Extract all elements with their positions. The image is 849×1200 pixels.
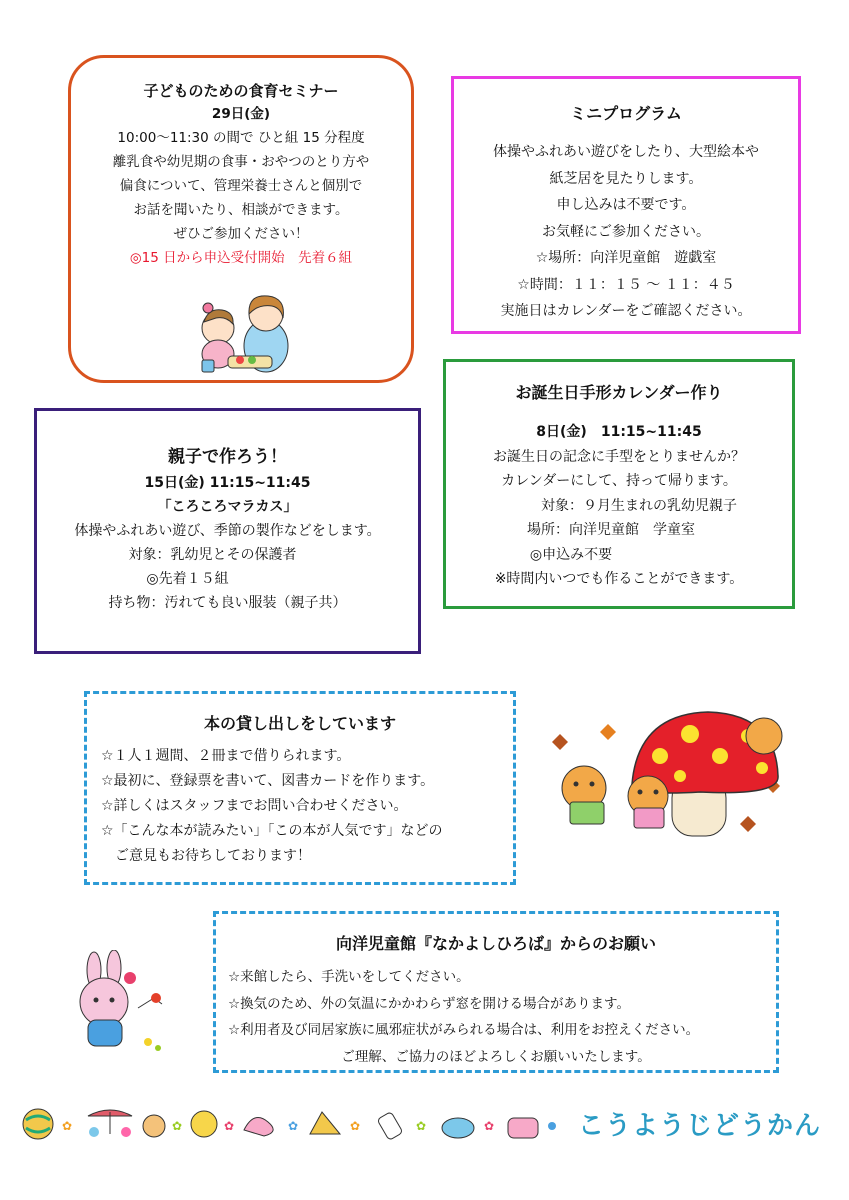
mini-program-line: ☆時間：１１：１５ ～ １１：４５ <box>517 276 735 293</box>
svg-text:✿: ✿ <box>224 1119 235 1133</box>
parent-child-craft-box <box>34 408 421 654</box>
seminar-line: 離乳食や幼児期の食事・おやつのとり方や <box>112 154 370 170</box>
mini-program-line: 実施日はカレンダーをご確認ください。 <box>500 303 752 319</box>
svg-text:✿: ✿ <box>350 1119 361 1133</box>
books-line: ☆詳しくはスタッフまでお問い合わせください。 <box>101 798 408 814</box>
request-line: ☆来館したら、手洗いをしてください。 <box>228 969 470 985</box>
books-line: ☆「こんな本が読みたい」「この本が人気です」などの <box>101 823 443 839</box>
svg-text:✿: ✿ <box>172 1119 183 1133</box>
mini-program-line: お気軽にご参加ください。 <box>542 223 710 240</box>
oyako-line: ◎先着１５組 <box>146 571 229 587</box>
book-lending-box <box>84 691 516 885</box>
mini-program-title: ミニプログラム <box>570 104 682 123</box>
oyako-line: 対象：乳幼児とその保護者 <box>128 547 297 563</box>
svg-text:✿: ✿ <box>62 1119 73 1133</box>
seminar-date: 29日(金) <box>211 106 271 122</box>
birthday-line: 対象：９月生まれの乳幼児親子 <box>541 497 737 514</box>
oyako-subtitle: 「ころころマラカス」 <box>157 499 298 515</box>
request-title: 向洋児童館『なかよしひろば』からのお願い <box>335 934 656 953</box>
seminar-line: ぜひご参加ください！ <box>173 226 309 242</box>
birthday-line: 場所：向洋児童館 学童室 <box>527 522 695 538</box>
bunny-illustration <box>72 950 172 1060</box>
request-line: ☆換気のため、外の気温にかかわらず窓を開ける場合があります。 <box>228 995 630 1012</box>
birthday-date: 8日(金) 11:15~11:45 <box>536 424 702 440</box>
seminar-line: 10:00～11:30 の間で ひと組 15 分程度 <box>117 130 365 146</box>
books-line: ☆最初に、登録票を書いて、図書カードを作ります。 <box>101 773 435 789</box>
books-line: ご意見もお待ちしております！ <box>101 848 311 864</box>
svg-text:✿: ✿ <box>288 1119 299 1133</box>
seminar-line: 偏食について、管理栄養士さんと個別で <box>119 178 363 194</box>
footer-decoration <box>18 1104 568 1144</box>
birthday-line: カレンダーにして、持って帰ります。 <box>501 473 737 489</box>
mini-program-line: 体操やふれあい遊びをしたり、大型絵本や <box>493 144 759 160</box>
seminar-line: お話を聞いたり、相談ができます。 <box>133 202 349 218</box>
oyako-date: 15日(金) 11:15~11:45 <box>144 475 311 491</box>
seminar-title: 子どものための食育セミナー <box>143 82 339 100</box>
oyako-title: 親子で作ろう！ <box>168 447 287 467</box>
oyako-line: 持ち物：汚れても良い服装（親子共） <box>108 595 347 611</box>
birthday-line: ※時間内いつでも作ることができます。 <box>494 571 744 587</box>
birthday-line: ◎申込み不要 <box>529 546 613 563</box>
request-box <box>213 911 779 1073</box>
birthday-title: お誕生日手形カレンダー作り <box>515 383 723 402</box>
mini-program-line: ☆場所：向洋児童館 遊戯室 <box>535 250 717 266</box>
mother-child-illustration <box>188 288 298 378</box>
birthday-line: お誕生日の記念に手型をとりませんか？ <box>493 448 745 465</box>
request-line: ☆利用者及び同居家族に風邪症状がみられる場合は、利用をお控えください。 <box>228 1022 700 1038</box>
request-line: ご理解、ご協力のほどよろしくお願いいたします。 <box>341 1048 651 1065</box>
birthday-calendar-box <box>443 359 795 609</box>
mini-program-line: 申し込みは不要です。 <box>556 197 696 213</box>
svg-text:✿: ✿ <box>416 1119 427 1133</box>
oyako-line: 体操やふれあい遊び、季節の製作などをします。 <box>74 523 381 539</box>
mini-program-box <box>451 76 801 334</box>
footer-logo-text: こうようじどうかん <box>578 1111 822 1141</box>
mushroom-squirrels-illustration <box>540 706 784 848</box>
mini-program-line: 紙芝居を見たりします。 <box>549 170 703 187</box>
books-title: 本の貸し出しをしています <box>203 714 396 733</box>
books-line: ☆１人１週間、２冊まで借りられます。 <box>101 748 351 764</box>
svg-text:✿: ✿ <box>484 1119 495 1133</box>
seminar-note: ◎15 日から申込受付開始 先着６組 <box>129 250 353 266</box>
